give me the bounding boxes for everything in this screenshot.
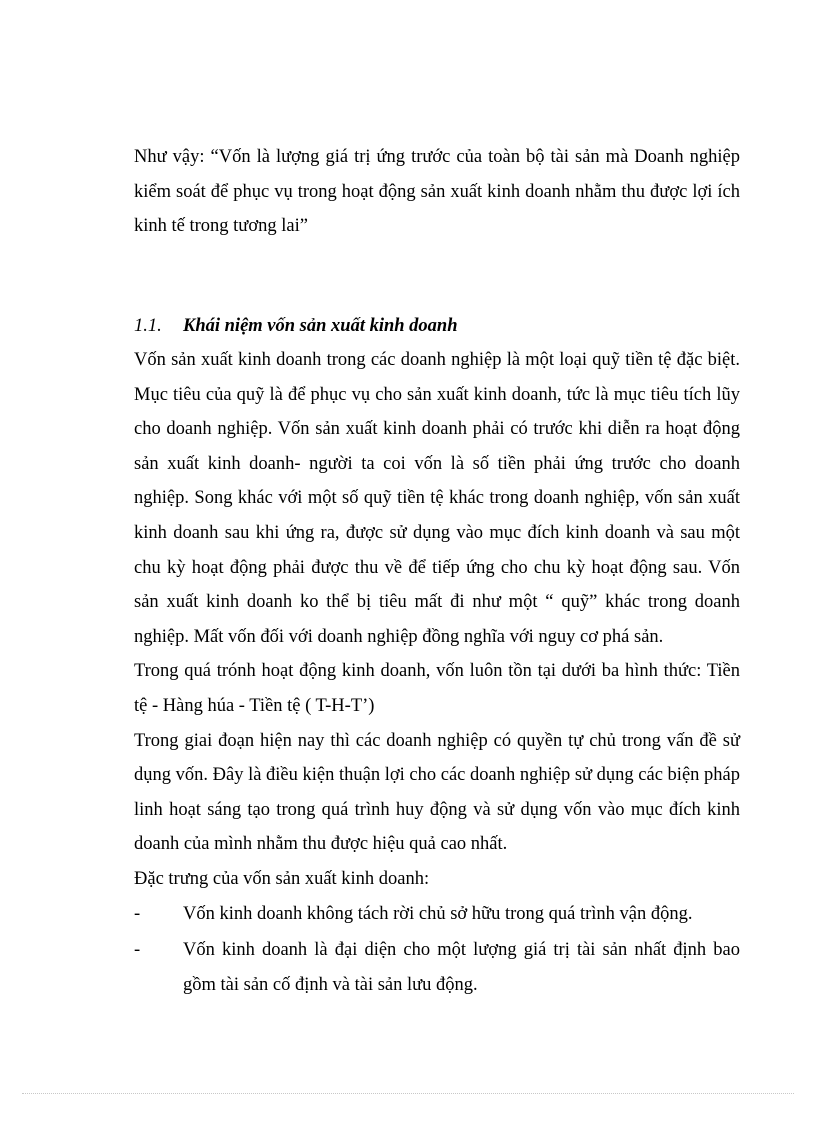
body-paragraph: Trong giai đoạn hiện nay thì các doanh nghiệp có quyền tự chủ trong vấn đề sử dụng vốn. Đây là điều kiện thuận lợi cho các doanh nghiệp sử dụng các biện pháp linh hoạt sáng tạo trong quá trình huy động và sử dụng vốn vào mục đích kinh doanh của mình nhằm thu được hiệu quả cao nhất.: [134, 730, 740, 855]
bullet-item: [134, 897, 740, 932]
bullet-marker: -: [134, 903, 141, 924]
section-body: [134, 343, 740, 1002]
body-paragraph: Đặc trưng của vốn sản xuất kinh doanh:: [134, 868, 430, 889]
section-heading: [134, 309, 740, 343]
intro-paragraph: Như vậy: “Vốn là lượng giá trị ứng trước của toàn bộ tài sản mà Doanh nghiệp kiểm soát để phục vụ trong hoạt động sản xuất kinh doanh nhằm thu được lợi ích kinh tế trong tương lai”: [134, 147, 740, 237]
body-paragraph: Vốn sản xuất kinh doanh trong các doanh nghiệp là một loại quỹ tiền tệ đặc biệt. Mục tiêu của quỹ là để phục vụ cho sản xuất kinh doanh, tức là mục tiêu tích lũy cho doanh nghiệp. Vốn sản xuất kinh doanh phải có trước khi diễn ra hoạt động sản xuất kinh doanh- người ta coi vốn là số tiền phải ứng trước cho doanh nghiệp. Song khác với một số quỹ tiền tệ khác trong doanh nghiệp, vốn sản xuất kinh doanh sau khi ứng ra, được sử dụng vào mục đích kinh doanh và sau một chu kỳ hoạt động phải được thu về để tiếp ứng cho chu kỳ hoạt động sau. Vốn sản xuất kinh doanh ko thể bị tiêu mất đi như một “ quỹ” khác trong doanh nghiệp. Mất vốn đối với doanh nghiệp đồng nghĩa với nguy cơ phá sản.: [134, 350, 740, 647]
page-bottom-rule: [22, 1093, 794, 1094]
section-number: 1.1.: [134, 316, 162, 336]
bullet-marker: -: [134, 940, 141, 961]
bullet-text: Vốn kinh doanh là đại diện cho một lượng giá trị tài sản nhất định bao gồm tài sản cố định và tài sản lưu động.: [183, 940, 740, 995]
body-paragraph: Trong quá trónh hoạt động kinh doanh, vốn luôn tồn tại dưới ba hình thức: Tiền tệ - Hàng húa - Tiền tệ ( T-H-T’): [134, 661, 740, 716]
bullet-item: [134, 933, 740, 1002]
bullet-text: Vốn kinh doanh không tách rời chủ sở hữu trong quá trình vận động.: [183, 903, 693, 924]
section-title: Khái niệm vốn sản xuất kinh doanh: [183, 316, 458, 336]
